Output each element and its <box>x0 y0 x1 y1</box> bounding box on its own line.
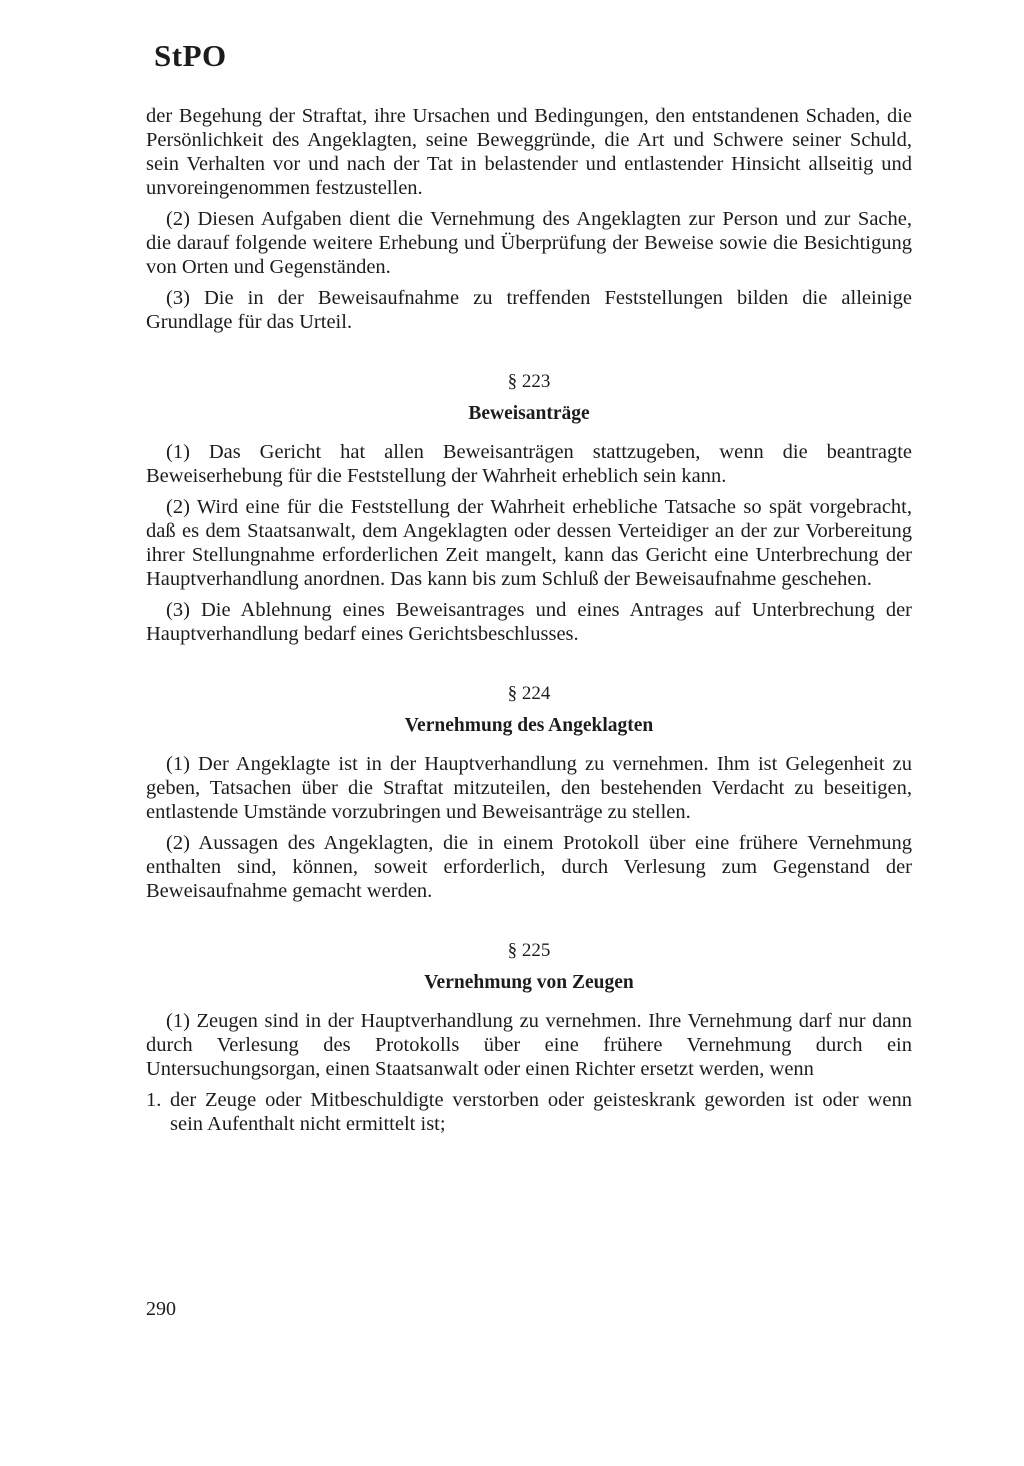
section-225-list <box>146 1088 912 1136</box>
section-title-224: Vernehmung des Angeklagten <box>404 715 654 736</box>
list-item-number: 1. <box>146 1089 162 1111</box>
section-224-paragraph-2: (2) Aussagen des Angeklagten, die in einem Protokoll über eine frühere Vernehmung enthalten sind, können, soweit erforderlich, durch Verlesung zum Gegenstand der Beweisaufnahme gemacht werden. <box>146 832 912 902</box>
section-223-paragraph-1: (1) Das Gericht hat allen Beweisanträgen stattzugeben, wenn die beantragte Beweiserhebung für die Feststellung der Wahrheit erheblich sein kann. <box>146 441 912 487</box>
section-number-223: § 223 <box>507 371 551 392</box>
section-title-225: Vernehmung von Zeugen <box>424 972 634 993</box>
page-number: 290 <box>146 1298 176 1320</box>
section-title-223: Beweisanträge <box>468 403 590 424</box>
list-item <box>146 1088 912 1136</box>
section-number-224: § 224 <box>507 683 551 704</box>
section-number-225: § 225 <box>507 940 551 961</box>
section-223-paragraph-3: (3) Die Ablehnung eines Beweisantrages und eines Antrages auf Unterbrechung der Hauptverhandlung bedarf eines Gerichtsbeschlusses. <box>146 599 912 645</box>
running-title: StPO <box>154 38 227 73</box>
section-224-paragraph-1: (1) Der Angeklagte ist in der Hauptverhandlung zu vernehmen. Ihm ist Gelegenheit zu geben, Tatsachen über die Straftat mitzuteilen, den bestehenden Verdacht zu beseitigen, entlastende Umstände vorzubringen und Beweisanträge zu stellen. <box>146 753 912 823</box>
intro-paragraph-continued: der Begehung der Straftat, ihre Ursachen und Bedingungen, den entstandenen Schaden, die Persönlichkeit des Angeklagten, seine Beweggründe, die Art und Schwere seiner Schuld, sein Verhalten vor und nach der Tat in belastender und entlastender Hinsicht allseitig und unvoreingenommen festzustellen. <box>146 105 912 199</box>
intro-paragraph-2: (2) Diesen Aufgaben dient die Vernehmung des Angeklagten zur Person und zur Sache, die darauf folgende weitere Erhebung und Überprüfung der Beweise sowie die Besichtigung von Orten und Gegenständen. <box>146 208 912 278</box>
list-item-text: der Zeuge oder Mitbeschuldigte verstorben oder geisteskrank geworden ist oder wenn sein Aufenthalt nicht ermittelt ist; <box>170 1089 912 1135</box>
text-column <box>146 104 912 1136</box>
section-225-paragraph-1: (1) Zeugen sind in der Hauptverhandlung zu vernehmen. Ihre Vernehmung darf nur dann durch Verlesung des Protokolls über eine frühere Vernehmung durch ein Untersuchungsorgan, einen Staatsanwalt oder einen Richter ersetzt werden, wenn <box>146 1010 912 1080</box>
intro-paragraph-3: (3) Die in der Beweisaufnahme zu treffenden Feststellungen bilden die alleinige Grundlage für das Urteil. <box>146 287 912 333</box>
section-223-paragraph-2: (2) Wird eine für die Feststellung der Wahrheit erhebliche Tatsache so spät vorgebracht, daß es dem Staatsanwalt, dem Angeklagten oder dessen Verteidiger an der zur Vorbereitung ihrer Stellungnahme erforderlichen Zeit mangelt, kann das Gericht eine Unterbrechung der Hauptverhandlung anordnen. Das kann bis zum Schluß der Beweisaufnahme geschehen. <box>146 496 912 590</box>
